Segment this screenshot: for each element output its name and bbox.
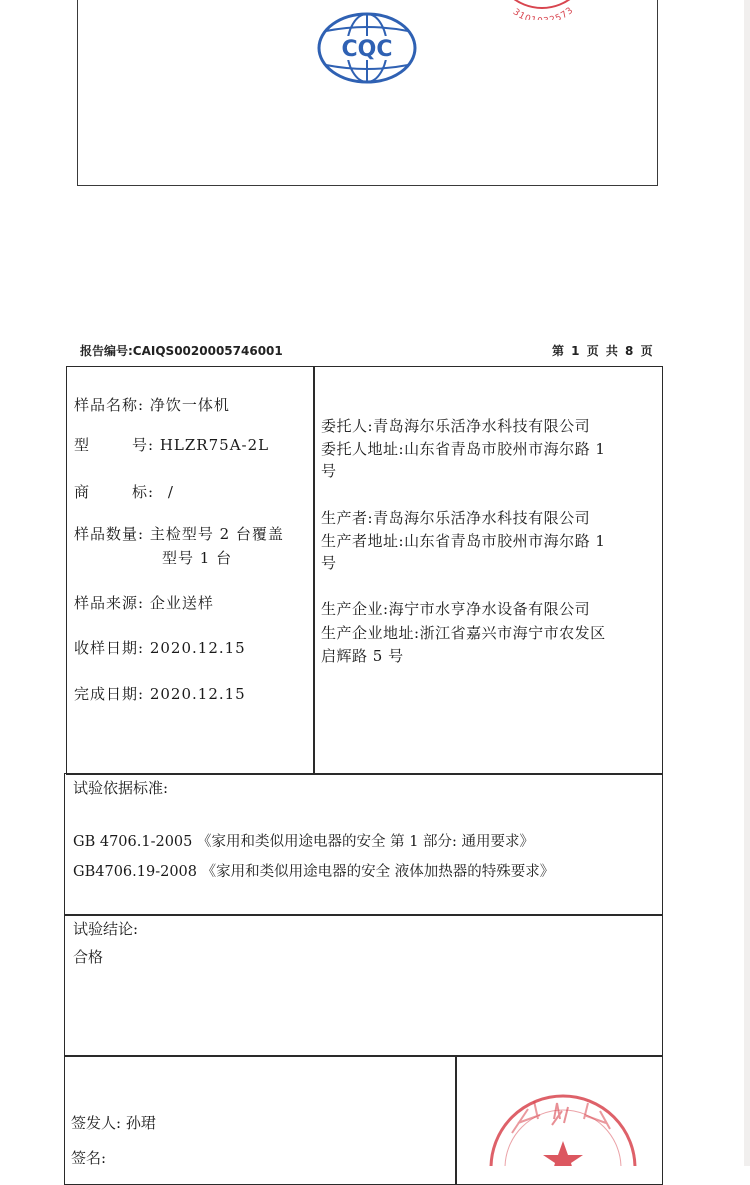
producer-address-line1: 山东省青岛市胶州市海尔路 1 — [404, 532, 606, 550]
model-row — [74, 434, 269, 456]
cqc-logo-icon — [316, 11, 418, 89]
client-row — [321, 415, 590, 437]
sample-name-label: 样品名称: — [74, 396, 145, 414]
sample-info-cell — [66, 366, 315, 775]
client-address-line1: 山东省青岛市胶州市海尔路 1 — [404, 440, 606, 458]
client-value: 青岛海尔乐活净水科技有限公司 — [373, 417, 591, 435]
brand-row — [74, 481, 174, 503]
issuer-label: 签发人: — [71, 1114, 122, 1132]
factory-address-label: 生产企业地址: — [321, 624, 420, 642]
model-label-b: 号: — [132, 436, 155, 454]
client-address-line2: 号 — [321, 462, 337, 480]
producer-address-line2: 号 — [321, 554, 337, 572]
source-label: 样品来源: — [74, 594, 145, 612]
brand-label-b: 标: — [132, 483, 155, 501]
quantity-label: 样品数量: — [74, 525, 145, 543]
seal-star-icon — [543, 1141, 583, 1166]
conclusion-cell — [64, 914, 663, 1057]
producer-address-label: 生产者地址: — [321, 532, 405, 550]
completed-date-label: 完成日期: — [74, 685, 145, 703]
factory-label: 生产企业: — [321, 600, 389, 618]
source-value: 企业送样 — [149, 594, 214, 612]
producer-value: 青岛海尔乐活净水科技有限公司 — [373, 509, 591, 527]
factory-address-line2: 启辉路 5 号 — [321, 647, 404, 665]
brand-value: / — [167, 483, 174, 501]
producer-address-row — [321, 530, 605, 552]
issuer-row — [71, 1112, 156, 1134]
quantity-value-line2: 型号 1 台 — [162, 549, 233, 567]
quantity-value-line1: 主检型号 2 台覆盖 — [149, 525, 284, 543]
factory-address-row — [321, 622, 606, 644]
brand-label-a: 商 — [74, 483, 91, 501]
model-label-a: 型 — [74, 436, 91, 454]
sample-name-value: 净饮一体机 — [149, 396, 230, 414]
sample-name-row — [74, 394, 230, 416]
page-edge — [744, 0, 750, 1166]
source-row — [74, 592, 214, 614]
cqc-logo-text: CQC — [341, 37, 393, 62]
completed-date-value: 2020.12.15 — [149, 685, 246, 703]
page-indicator: 第 1 页 共 8 页 — [552, 344, 653, 358]
conclusion-value: 合格 — [73, 948, 104, 966]
model-value: HLZR75A-2L — [159, 436, 270, 454]
standard-item-1: GB 4706.1-2005 《家用和类似用途电器的安全 第 1 部分: 通用要求》 — [73, 834, 535, 850]
factory-row — [321, 598, 590, 620]
factory-address-line1: 浙江省嘉兴市海宁市农发区 — [419, 624, 606, 642]
completed-date-row — [74, 683, 246, 705]
sign-label: 签名: — [71, 1149, 107, 1167]
official-seal-bottom — [488, 1093, 638, 1170]
official-seal-top — [487, 0, 597, 24]
client-address-label: 委托人地址: — [321, 440, 405, 458]
seal-top-number: 310 573 — [510, 5, 576, 20]
standard-item-2: GB4706.19-2008 《家用和类似用途电器的安全 液体加热器的特殊要求》 — [73, 864, 555, 880]
issuer-value: 孙珺 — [125, 1114, 156, 1132]
quantity-row — [74, 523, 284, 545]
client-address-row — [321, 438, 605, 460]
factory-value: 海宁市水亨净水设备有限公司 — [388, 600, 591, 618]
client-label: 委托人: — [321, 417, 374, 435]
standards-label: 试验依据标准: — [73, 779, 169, 797]
producer-label: 生产者: — [321, 509, 374, 527]
report-number: 报告编号:CAIQS0020005746001 — [80, 344, 283, 358]
received-date-label: 收样日期: — [74, 639, 145, 657]
received-date-value: 2020.12.15 — [149, 639, 246, 657]
conclusion-label: 试验结论: — [73, 920, 139, 938]
producer-row — [321, 507, 590, 529]
received-date-row — [74, 637, 246, 659]
